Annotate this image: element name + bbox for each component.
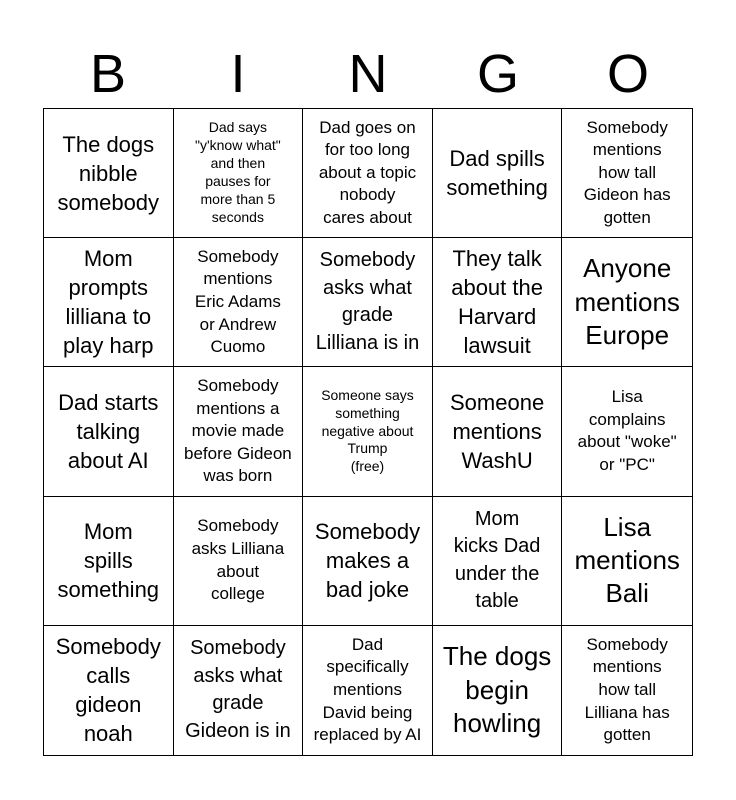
bingo-cell[interactable]: Lisa complains about "woke" or "PC" [562, 367, 692, 496]
bingo-cell[interactable]: Somebody calls gideon noah [44, 626, 174, 755]
header-letter-g: G [476, 44, 519, 104]
bingo-board [43, 108, 693, 756]
header-letter-i: I [230, 44, 246, 104]
bingo-cell[interactable]: Somebody makes a bad joke [303, 497, 433, 626]
header-letter-b: B [89, 44, 127, 104]
bingo-header [43, 40, 693, 108]
bingo-cell[interactable]: Somebody asks what grade Lilliana is in [303, 238, 433, 367]
header-letter-o: O [606, 44, 649, 104]
bingo-cell[interactable]: Dad says "y'know what" and then pauses for more than 5 seconds [174, 109, 304, 238]
bingo-cell[interactable]: Somebody asks Lilliana about college [174, 497, 304, 626]
bingo-cell[interactable]: Somebody mentions how tall Gideon has gotten [562, 109, 692, 238]
bingo-cell[interactable]: Mom spills something [44, 497, 174, 626]
bingo-cell[interactable]: The dogs begin howling [433, 626, 563, 755]
bingo-cell[interactable]: Anyone mentions Europe [562, 238, 692, 367]
bingo-cell[interactable]: Mom kicks Dad under the table [433, 497, 563, 626]
bingo-cell[interactable]: The dogs nibble somebody [44, 109, 174, 238]
bingo-cell[interactable]: Dad starts talking about AI [44, 367, 174, 496]
header-letter-n: N [348, 44, 388, 104]
bingo-cell[interactable]: Somebody mentions a movie made before Gideon was born [174, 367, 304, 496]
bingo-cell[interactable]: Dad goes on for too long about a topic nobody cares about [303, 109, 433, 238]
bingo-cell[interactable]: Somebody asks what grade Gideon is in [174, 626, 304, 755]
bingo-cell[interactable]: They talk about the Harvard lawsuit [433, 238, 563, 367]
bingo-cell[interactable]: Somebody mentions Eric Adams or Andrew Cuomo [174, 238, 304, 367]
bingo-cell[interactable]: Somebody mentions how tall Lilliana has gotten [584, 634, 670, 745]
bingo-cell[interactable]: Someone mentions WashU [433, 367, 563, 496]
bingo-cell[interactable]: Mom prompts lilliana to play harp [44, 238, 174, 367]
bingo-cell[interactable]: Someone says something negative about Trump (free) [303, 367, 433, 496]
bingo-cell[interactable]: Lisa mentions Bali [562, 497, 692, 626]
bingo-cell[interactable]: Dad specifically mentions David being replaced by AI [303, 626, 433, 755]
bingo-cell[interactable]: Dad spills something [433, 109, 563, 238]
